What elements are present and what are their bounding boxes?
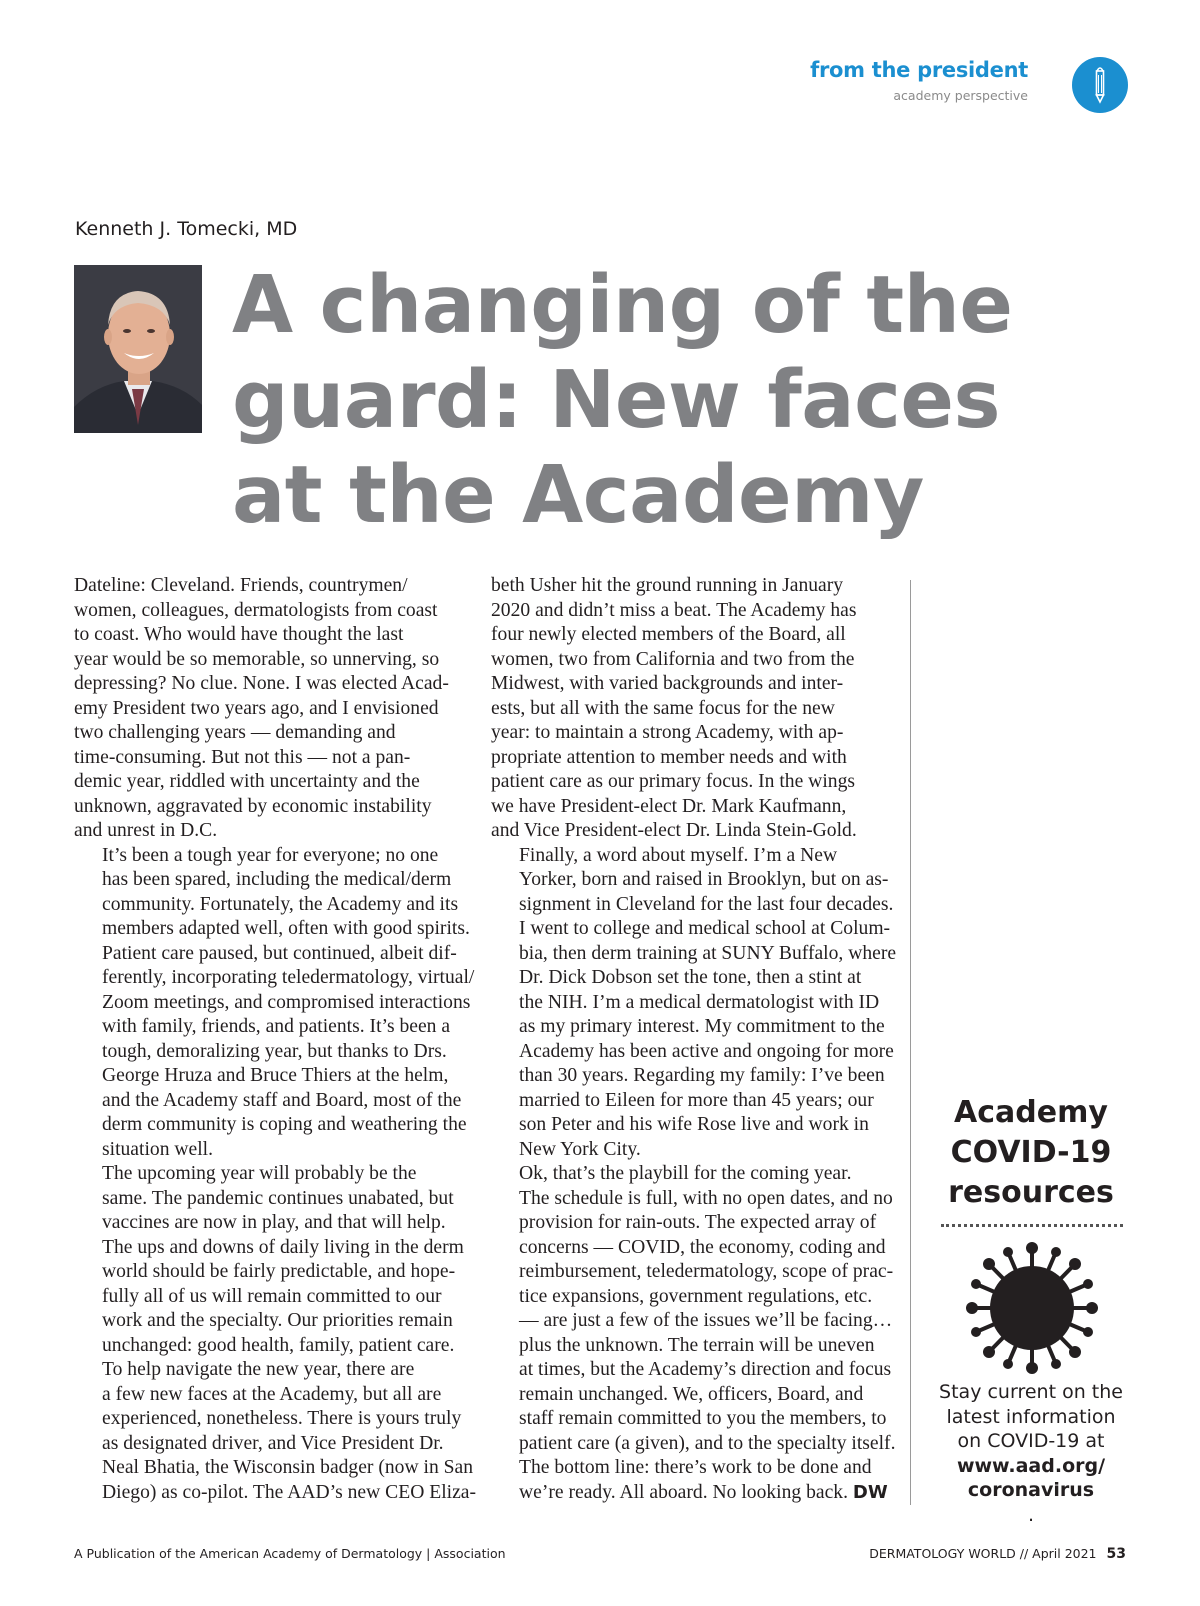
text-line: the NIH. I’m a medical dermatologist with ID xyxy=(519,991,880,1013)
text-line: It’s been a tough year for everyone; no one xyxy=(102,844,439,866)
sidebar-title xyxy=(930,1093,1132,1213)
paragraph xyxy=(491,844,897,1163)
paragraph xyxy=(491,1162,896,1505)
text-line: derm community is coping and weathering the xyxy=(102,1114,467,1135)
text-line: situation well. xyxy=(102,1138,214,1160)
text-line: work and the specialty. Our priorities remain xyxy=(102,1310,453,1331)
text-line: Neal Bhatia, the Wisconsin badger (now in San xyxy=(102,1457,474,1478)
text-line: I went to college and medical school at Colum- xyxy=(519,918,891,939)
text-line: women, two from California and two from the xyxy=(491,648,855,670)
headline-line: A changing of the xyxy=(232,259,1013,351)
section-title: from the president xyxy=(810,58,1028,82)
headline-line: guard: New faces xyxy=(232,354,1000,446)
text-line: two challenging years — demanding and xyxy=(74,722,396,743)
sidebar-link-line[interactable] xyxy=(930,1478,1132,1527)
text-line: we’re ready. All aboard. No looking back. xyxy=(519,1481,848,1503)
text-line: plus the unknown. The terrain will be uneven xyxy=(519,1334,875,1356)
sidebar-title-line: resources xyxy=(948,1175,1114,1210)
text-line: son Peter and his wife Rose live and work in xyxy=(519,1114,869,1135)
text-line: tice expansions, government regulations, etc. xyxy=(519,1285,873,1307)
article-headline xyxy=(232,258,1012,543)
text-line: ests, but all with the same focus for the new xyxy=(491,697,835,719)
paragraph xyxy=(74,1162,466,1358)
body-column-2 xyxy=(491,574,897,1505)
text-line: Finally, a word about myself. I’m a New xyxy=(519,844,838,866)
text-line: remain unchanged. We, officers, Board, and xyxy=(519,1383,864,1405)
virus-icon xyxy=(960,1238,1104,1383)
text-line: women, colleagues, dermatologists from coast xyxy=(74,599,438,621)
paragraph xyxy=(491,574,883,844)
text-line: with family, friends, and patients. It’s been a xyxy=(102,1016,451,1037)
sidebar-title-line: Academy xyxy=(954,1095,1108,1130)
dotted-divider xyxy=(941,1224,1123,1227)
text-line: The upcoming year will probably be the xyxy=(102,1163,417,1184)
text-line: The schedule is full, with no open dates, and no xyxy=(519,1187,893,1209)
text-line: The ups and downs of daily living in the derm xyxy=(102,1236,464,1258)
sidebar-text xyxy=(930,1380,1132,1527)
signature-mark: DW xyxy=(852,1481,888,1503)
text-line: to coast. Who would have thought the last xyxy=(74,624,404,645)
text-line: demic year, riddled with uncertainty and the xyxy=(74,771,420,792)
footer-issue-text: DERMATOLOGY WORLD // April 2021 xyxy=(869,1546,1097,1561)
footer-publication: A Publication of the American Academy of Dermatology | Association xyxy=(74,1546,506,1561)
text-line: — are just a few of the issues we’ll be facing… xyxy=(519,1310,893,1331)
sidebar-title-line: COVID-19 xyxy=(950,1135,1112,1170)
paragraph xyxy=(74,844,475,1163)
text-line: than 30 years. Regarding my family: I’ve been xyxy=(519,1065,885,1086)
text-line: as my primary interest. My commitment to the xyxy=(519,1016,885,1037)
text-line: Patient care paused, but continued, albeit dif- xyxy=(102,942,457,964)
text-line: Yorker, born and raised in Brooklyn, but on as- xyxy=(519,869,889,890)
sidebar-link[interactable]: coronavirus xyxy=(967,1479,1095,1501)
text-line: at times, but the Academy’s direction and focus xyxy=(519,1359,892,1380)
page-number: 53 xyxy=(1106,1546,1126,1562)
text-line: New York City. xyxy=(519,1138,641,1160)
sidebar-link[interactable]: www.aad.org/ xyxy=(956,1454,1106,1477)
text-line: 2020 and didn’t miss a beat. The Academy has xyxy=(491,599,857,621)
text-line: unchanged: good health, family, patient care. xyxy=(102,1334,455,1356)
text-line: The bottom line: there’s work to be done and xyxy=(519,1457,872,1478)
text-line: year: to maintain a strong Academy, with ap- xyxy=(491,722,844,743)
text-line: married to Eileen for more than 45 years; our xyxy=(519,1089,874,1111)
text-line: time-consuming. But not this — not a pan- xyxy=(74,746,411,768)
sidebar-text-line: latest information xyxy=(946,1405,1116,1428)
section-subtitle: academy perspective xyxy=(893,88,1028,103)
text-line: and the Academy staff and Board, most of the xyxy=(102,1089,462,1111)
pen-icon xyxy=(1072,57,1128,113)
text-line: same. The pandemic continues unabated, but xyxy=(102,1187,454,1209)
text-line: ferently, incorporating teledermatology, virtual/ xyxy=(102,967,475,988)
sidebar-link-punct: . xyxy=(1027,1503,1035,1526)
sidebar-link-line[interactable] xyxy=(930,1454,1132,1479)
text-line: To help navigate the new year, there are xyxy=(102,1359,415,1380)
text-line-last xyxy=(491,1481,888,1506)
text-line: tough, demoralizing year, but thanks to Drs. xyxy=(102,1040,447,1062)
text-line: community. Fortunately, the Academy and its xyxy=(102,893,459,915)
footer-issue xyxy=(869,1546,1126,1562)
text-line: Academy has been active and ongoing for more xyxy=(519,1040,894,1062)
text-line: George Hruza and Bruce Thiers at the helm, xyxy=(102,1065,449,1086)
text-line: depressing? No clue. None. I was elected Acad- xyxy=(74,673,449,694)
text-line: unknown, aggravated by economic instability xyxy=(74,795,432,817)
text-line: concerns — COVID, the economy, coding and xyxy=(519,1236,886,1258)
text-line: year would be so memorable, so unnerving, so xyxy=(74,648,440,670)
text-line: members adapted well, often with good spirits. xyxy=(102,918,470,939)
text-line: Ok, that’s the playbill for the coming year. xyxy=(519,1163,852,1184)
text-line: has been spared, including the medical/derm xyxy=(102,869,452,890)
text-line: fully all of us will remain committed to our xyxy=(102,1285,442,1307)
text-line: Dateline: Cleveland. Friends, countrymen/ xyxy=(74,575,408,596)
text-line: propriate attention to member needs and with xyxy=(491,746,847,768)
text-line: staff remain committed to you the members, to xyxy=(519,1408,887,1429)
text-line: bia, then derm training at SUNY Buffalo, where xyxy=(519,942,897,964)
text-line: and Vice President-elect Dr. Linda Stein-Gold. xyxy=(491,820,857,841)
text-line: beth Usher hit the ground running in January xyxy=(491,575,844,596)
text-line: Zoom meetings, and compromised interactions xyxy=(102,991,471,1013)
text-line: world should be fairly predictable, and hope- xyxy=(102,1261,456,1282)
text-line: signment in Cleveland for the last four decades. xyxy=(519,893,894,915)
text-line: a few new faces at the Academy, but all are xyxy=(102,1383,442,1405)
text-line: patient care (a given), and to the specialty itself. xyxy=(519,1432,896,1454)
text-line: provision for rain-outs. The expected array of xyxy=(519,1212,877,1233)
sidebar-text-line: on COVID-19 at xyxy=(957,1430,1105,1452)
author-portrait xyxy=(74,265,202,433)
text-line: as designated driver, and Vice President Dr. xyxy=(102,1432,444,1454)
paragraph xyxy=(74,1358,477,1505)
text-line: reimbursement, teledermatology, scope of prac- xyxy=(519,1261,894,1282)
text-line: vaccines are now in play, and that will help. xyxy=(102,1212,446,1233)
text-line: Dr. Dick Dobson set the tone, then a stint at xyxy=(519,967,862,988)
author-byline: Kenneth J. Tomecki, MD xyxy=(75,218,298,240)
text-line: patient care as our primary focus. In the wings xyxy=(491,771,855,792)
text-line: emy President two years ago, and I envisioned xyxy=(74,697,439,719)
paragraph xyxy=(74,574,466,844)
headline-line: at the Academy xyxy=(232,449,924,541)
body-column-1 xyxy=(74,574,477,1505)
section-header xyxy=(810,58,1028,103)
text-line: Diego) as co-pilot. The AAD’s new CEO Eliza- xyxy=(102,1481,477,1503)
text-line: Midwest, with varied backgrounds and inter- xyxy=(491,673,844,694)
text-line: we have President-elect Dr. Mark Kaufmann, xyxy=(491,795,847,817)
text-line: experienced, nonetheless. There is yours truly xyxy=(102,1408,462,1429)
text-line: four newly elected members of the Board, all xyxy=(491,624,846,645)
column-divider xyxy=(910,580,911,1505)
sidebar-text-line: Stay current on the xyxy=(939,1381,1123,1403)
text-line: and unrest in D.C. xyxy=(74,820,218,841)
